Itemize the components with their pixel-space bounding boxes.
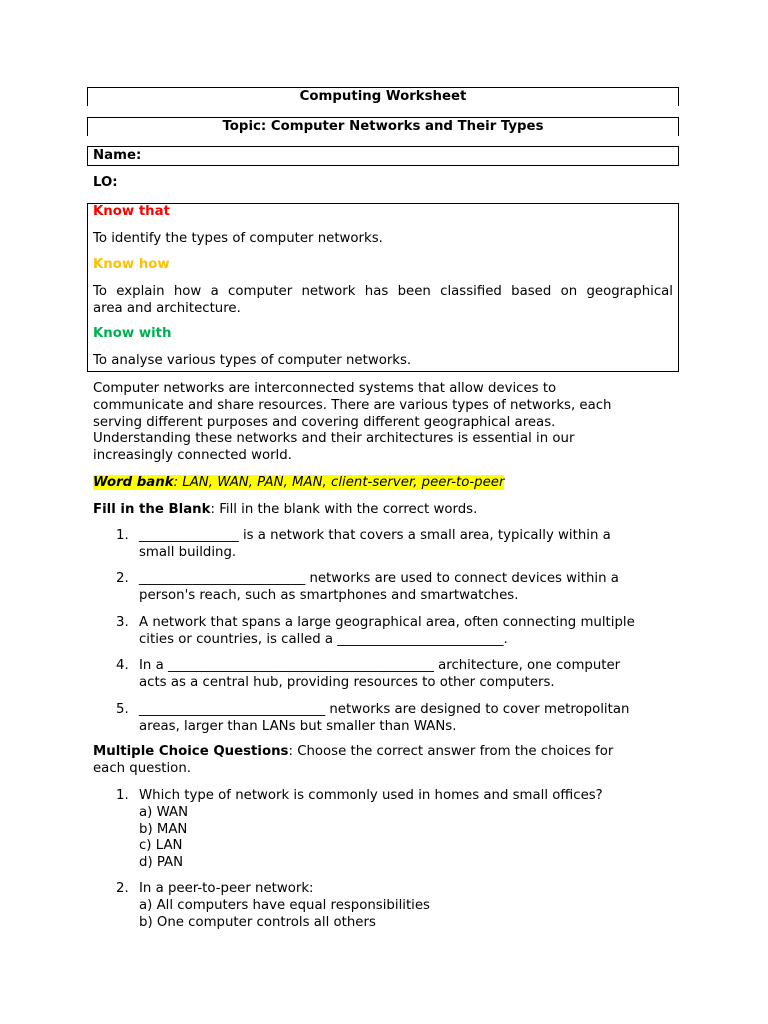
- word-bank: [93, 475, 683, 492]
- mcq-heading: [93, 744, 683, 778]
- question-number: 2.: [116, 881, 129, 896]
- item-number: 4.: [116, 658, 129, 673]
- item-line: _______________ is a network that covers a small area, typically within a: [139, 528, 611, 543]
- topic-title: Topic: Computer Networks and Their Types: [222, 119, 544, 134]
- item-line: ____________________________ networks are designed to cover metropolitan: [139, 702, 630, 717]
- intro-line: Understanding these networks and their architectures is essential in our: [93, 431, 575, 447]
- item-line: person's reach, such as smartphones and smartwatches.: [139, 587, 519, 603]
- know-that-label: Know that: [93, 204, 170, 219]
- item-line: In a ________________________________________ architecture, one computer: [139, 658, 621, 673]
- item-line: cities or countries, is called a _________________________.: [139, 631, 508, 647]
- question-text: In a peer-to-peer network:: [139, 881, 314, 896]
- intro-line: serving different purposes and covering different geographical areas.: [93, 414, 556, 430]
- item-number: 2.: [116, 571, 129, 586]
- question-number: 1.: [116, 788, 129, 803]
- item-number: 5.: [116, 702, 129, 717]
- name-label: Name:: [93, 148, 142, 163]
- know-that-text: To identify the types of computer networks.: [93, 231, 383, 246]
- intro-line: communicate and share resources. There are various types of networks, each: [93, 397, 612, 413]
- worksheet-title-box: [87, 87, 679, 106]
- name-field-box[interactable]: [87, 146, 679, 166]
- worksheet-title: Computing Worksheet: [299, 89, 467, 104]
- option-a: a) WAN: [139, 804, 189, 820]
- item-line: _________________________ networks are used to connect devices within a: [139, 571, 619, 586]
- learning-objectives-box: [87, 203, 679, 372]
- fill-blank-heading: [93, 502, 683, 519]
- item-line: A network that spans a large geographical area, often connecting multiple: [139, 615, 635, 630]
- option-d: d) PAN: [139, 855, 184, 871]
- item-line: areas, larger than LANs but smaller than WANs.: [139, 718, 457, 734]
- know-how-text-line-2: area and architecture.: [93, 301, 241, 316]
- know-with-label: Know with: [93, 326, 172, 341]
- intro-paragraph: [93, 381, 683, 465]
- item-line: acts as a central hub, providing resources to other computers.: [139, 674, 555, 690]
- intro-line: Computer networks are interconnected systems that allow devices to: [93, 381, 557, 396]
- option-b: b) MAN: [139, 821, 188, 837]
- word-bank-words: : LAN, WAN, PAN, MAN, client-server, peer-to-peer: [173, 475, 505, 490]
- item-number: 1.: [116, 528, 129, 543]
- option-a: a) All computers have equal responsibilities: [139, 897, 430, 913]
- know-how-text-line-1: To explain how a computer network has been classified based on geographical: [93, 284, 673, 299]
- item-line: small building.: [139, 544, 237, 560]
- topic-box: [87, 117, 679, 136]
- option-c: c) LAN: [139, 838, 183, 854]
- option-b: b) One computer controls all others: [139, 914, 376, 930]
- fill-blank-title: Fill in the Blank: [93, 502, 211, 517]
- mcq-title: Multiple Choice Questions: [93, 744, 289, 759]
- mcq-instruction-line-2: each question.: [93, 760, 191, 776]
- know-how-label: Know how: [93, 257, 170, 272]
- lo-label: LO:: [93, 175, 118, 190]
- fill-blank-instruction: : Fill in the blank with the correct words.: [210, 502, 478, 517]
- question-text: Which type of network is commonly used in homes and small offices?: [139, 788, 603, 803]
- word-bank-label: Word bank: [93, 475, 174, 490]
- know-with-text: To analyse various types of computer networks.: [93, 353, 412, 368]
- mcq-instruction: : Choose the correct answer from the choices for: [288, 744, 614, 759]
- intro-line: increasingly connected world.: [93, 448, 292, 464]
- item-number: 3.: [116, 615, 129, 630]
